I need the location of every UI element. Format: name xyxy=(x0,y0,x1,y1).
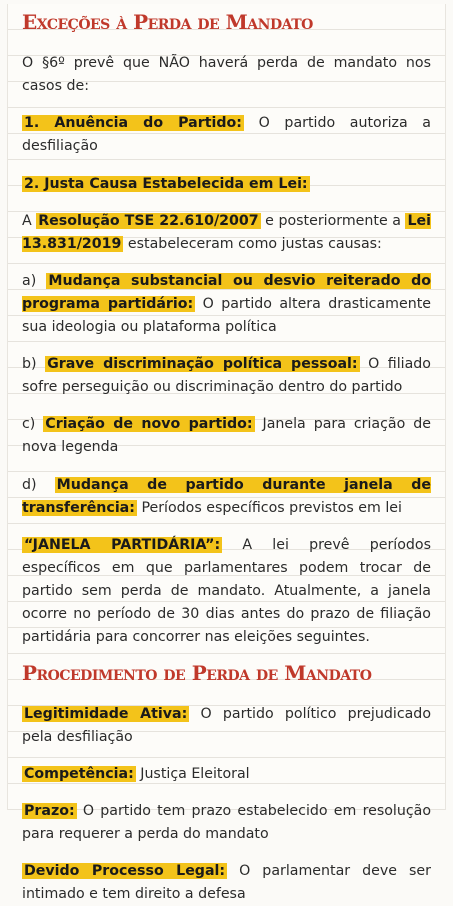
paragraph-item-d xyxy=(8,474,445,520)
paragraph-text: O §6º prevê que NÃO haverá perda de mandato nos casos de: xyxy=(22,55,431,95)
paragraph-text: O partido altera drasticamente sua ideologia ou plataforma política xyxy=(22,295,431,335)
paragraph-resolucao xyxy=(8,210,445,256)
paragraph-devido-processo xyxy=(8,860,445,906)
paragraph-text: O filiado sofre perseguição ou discriminação dentro do partido xyxy=(22,356,431,396)
highlight-term: 2. Justa Causa Estabelecida em Lei: xyxy=(24,175,308,192)
paragraph-text: A lei prevê períodos específicos em que parlamentares podem trocar de partido sem perda de mandato. Atualmente, a janela ocorre no período de 30 dias antes do prazo de filiação partidária para concorrer nas eleições seguintes. xyxy=(22,536,431,645)
highlight-term: Criação de novo partido: xyxy=(45,416,253,433)
section-title-procedimento: Procedimento de Perda de Mandato xyxy=(22,660,372,685)
paragraph-item-c xyxy=(8,413,445,459)
highlight-term: Legitimidade Ativa: xyxy=(24,705,188,722)
paragraph-prefix: b) xyxy=(22,356,46,373)
paragraph-legitimidade xyxy=(8,703,445,749)
paragraph-prefix: c) xyxy=(22,416,44,433)
paragraph-text: Janela para criação de nova legenda xyxy=(22,416,431,456)
notes-page xyxy=(7,4,446,903)
paragraph-text: O partido autoriza a desfiliação xyxy=(22,115,431,155)
section-title-excecoes: Exceções à Perda de Mandato xyxy=(22,10,313,34)
paragraph-anuencia xyxy=(8,112,445,158)
paragraph-intro xyxy=(8,52,445,98)
paragraph-prazo xyxy=(8,800,445,846)
highlight-term: Grave discriminação política pessoal: xyxy=(47,356,358,373)
highlight-term: Competência: xyxy=(24,766,134,783)
paragraph-text: Períodos específicos previstos em lei xyxy=(136,499,402,516)
highlight-term: Resolução TSE 22.610/2007 xyxy=(38,212,259,229)
highlight-term: Devido Processo Legal: xyxy=(24,863,226,880)
paragraph-prefix: d) xyxy=(22,476,55,493)
paragraph-prefix: A xyxy=(22,212,37,229)
paragraph-text: O partido político prejudicado pela desfiliação xyxy=(22,705,431,745)
paragraph-janela xyxy=(8,534,445,649)
highlight-term: Lei 13.831/2019 xyxy=(22,212,431,252)
highlight-term: 1. Anuência do Partido: xyxy=(24,115,242,132)
paragraph-mid: e posteriormente a xyxy=(260,212,406,229)
paragraph-justa-causa xyxy=(8,173,445,196)
paragraph-item-a xyxy=(8,270,445,339)
paragraph-competencia xyxy=(8,763,445,786)
highlight-term: Mudança de partido durante janela de transferência: xyxy=(22,476,431,516)
paragraph-text: O parlamentar deve ser intimado e tem direito a defesa xyxy=(22,863,431,903)
paragraph-text: Justiça Eleitoral xyxy=(135,766,250,783)
paragraph-text: estabeleceram como justas causas: xyxy=(123,235,382,252)
paragraph-item-b xyxy=(8,353,445,399)
highlight-term: Prazo: xyxy=(24,803,75,820)
paragraph-prefix: a) xyxy=(22,272,47,289)
paragraph-text: O partido tem prazo estabelecido em resolução para requerer a perda do mandato xyxy=(22,803,431,843)
highlight-term: Mudança substancial ou desvio reiterado do programa partidário: xyxy=(22,272,431,312)
highlight-term: “JANELA PARTIDÁRIA”: xyxy=(24,536,221,553)
